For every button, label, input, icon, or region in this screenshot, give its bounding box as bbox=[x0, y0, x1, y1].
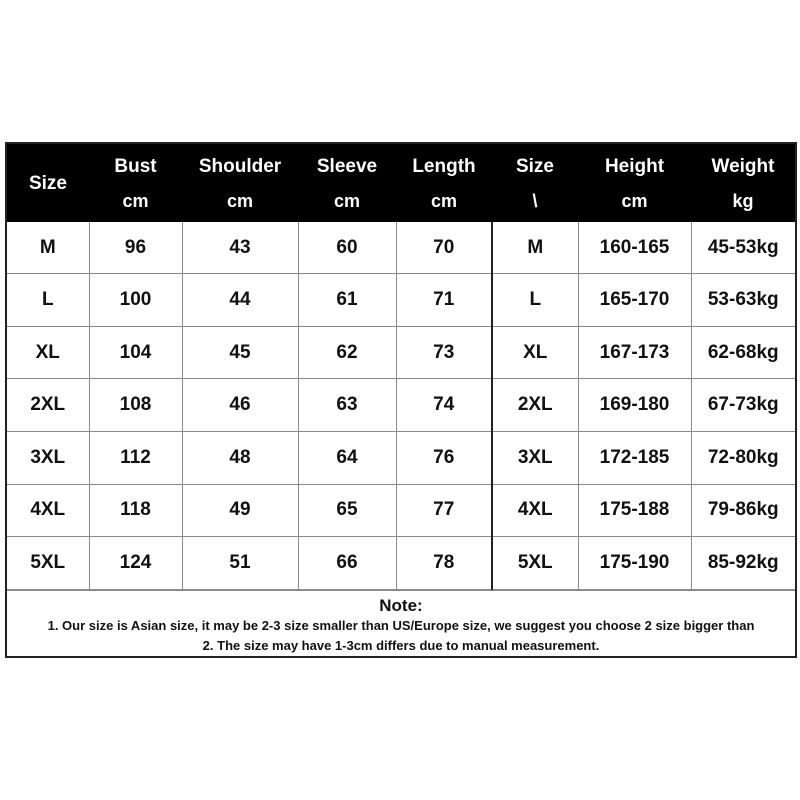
table-row bbox=[7, 274, 795, 327]
cell-size: 3XL bbox=[7, 431, 89, 484]
table-row bbox=[7, 379, 795, 432]
cell-size: 2XL bbox=[7, 379, 89, 432]
cell-sleeve: 60 bbox=[298, 222, 396, 274]
cell-weight: 53-63kg bbox=[691, 274, 795, 327]
note-title: Note: bbox=[379, 596, 423, 615]
cell-size-2: 5XL bbox=[492, 537, 578, 590]
header-sleeve: Sleeve cm bbox=[298, 144, 396, 222]
cell-height: 165-170 bbox=[578, 274, 691, 327]
size-chart bbox=[5, 142, 797, 658]
header-weight: Weight kg bbox=[691, 144, 795, 222]
cell-sleeve: 63 bbox=[298, 379, 396, 432]
cell-sleeve: 61 bbox=[298, 274, 396, 327]
cell-bust: 112 bbox=[89, 431, 182, 484]
cell-bust: 104 bbox=[89, 326, 182, 379]
table-row bbox=[7, 222, 795, 274]
cell-size-2: 2XL bbox=[492, 379, 578, 432]
header-size: Size bbox=[7, 144, 89, 222]
cell-shoulder: 44 bbox=[182, 274, 298, 327]
header-size-2: Size \ bbox=[492, 144, 578, 222]
header-height: Height cm bbox=[578, 144, 691, 222]
header-row bbox=[7, 144, 795, 222]
cell-sleeve: 64 bbox=[298, 431, 396, 484]
cell-weight: 62-68kg bbox=[691, 326, 795, 379]
cell-height: 167-173 bbox=[578, 326, 691, 379]
cell-height: 169-180 bbox=[578, 379, 691, 432]
cell-shoulder: 43 bbox=[182, 222, 298, 274]
cell-length: 71 bbox=[396, 274, 492, 327]
cell-sleeve: 62 bbox=[298, 326, 396, 379]
cell-shoulder: 46 bbox=[182, 379, 298, 432]
cell-height: 175-188 bbox=[578, 484, 691, 537]
cell-size: XL bbox=[7, 326, 89, 379]
header-bust: Bust cm bbox=[89, 144, 182, 222]
cell-size-2: 4XL bbox=[492, 484, 578, 537]
header-shoulder: Shoulder cm bbox=[182, 144, 298, 222]
notes-section bbox=[7, 590, 795, 657]
table-row bbox=[7, 537, 795, 590]
cell-weight: 45-53kg bbox=[691, 222, 795, 274]
cell-length: 74 bbox=[396, 379, 492, 432]
cell-height: 160-165 bbox=[578, 222, 691, 274]
cell-sleeve: 65 bbox=[298, 484, 396, 537]
cell-length: 76 bbox=[396, 431, 492, 484]
cell-height: 172-185 bbox=[578, 431, 691, 484]
cell-length: 70 bbox=[396, 222, 492, 274]
cell-size-2: L bbox=[492, 274, 578, 327]
header-length: Length cm bbox=[396, 144, 492, 222]
cell-height: 175-190 bbox=[578, 537, 691, 590]
note-line-1: 1. Our size is Asian size, it may be 2-3 size smaller than US/Europe size, we suggest you choose 2 size bigger than bbox=[47, 618, 755, 633]
cell-length: 77 bbox=[396, 484, 492, 537]
table-row bbox=[7, 484, 795, 537]
table-row bbox=[7, 326, 795, 379]
table-row bbox=[7, 431, 795, 484]
cell-size-2: M bbox=[492, 222, 578, 274]
cell-shoulder: 51 bbox=[182, 537, 298, 590]
cell-shoulder: 49 bbox=[182, 484, 298, 537]
cell-size: L bbox=[7, 274, 89, 327]
cell-size-2: 3XL bbox=[492, 431, 578, 484]
cell-length: 73 bbox=[396, 326, 492, 379]
cell-shoulder: 48 bbox=[182, 431, 298, 484]
cell-bust: 118 bbox=[89, 484, 182, 537]
cell-bust: 108 bbox=[89, 379, 182, 432]
cell-size: 4XL bbox=[7, 484, 89, 537]
cell-weight: 67-73kg bbox=[691, 379, 795, 432]
cell-sleeve: 66 bbox=[298, 537, 396, 590]
cell-bust: 124 bbox=[89, 537, 182, 590]
cell-weight: 79-86kg bbox=[691, 484, 795, 537]
size-table bbox=[7, 144, 795, 590]
note-line-2: 2. The size may have 1-3cm differs due to manual measurement. bbox=[202, 638, 600, 653]
cell-weight: 85-92kg bbox=[691, 537, 795, 590]
cell-size-2: XL bbox=[492, 326, 578, 379]
cell-weight: 72-80kg bbox=[691, 431, 795, 484]
cell-size: 5XL bbox=[7, 537, 89, 590]
cell-shoulder: 45 bbox=[182, 326, 298, 379]
cell-length: 78 bbox=[396, 537, 492, 590]
cell-bust: 96 bbox=[89, 222, 182, 274]
cell-bust: 100 bbox=[89, 274, 182, 327]
cell-size: M bbox=[7, 222, 89, 274]
